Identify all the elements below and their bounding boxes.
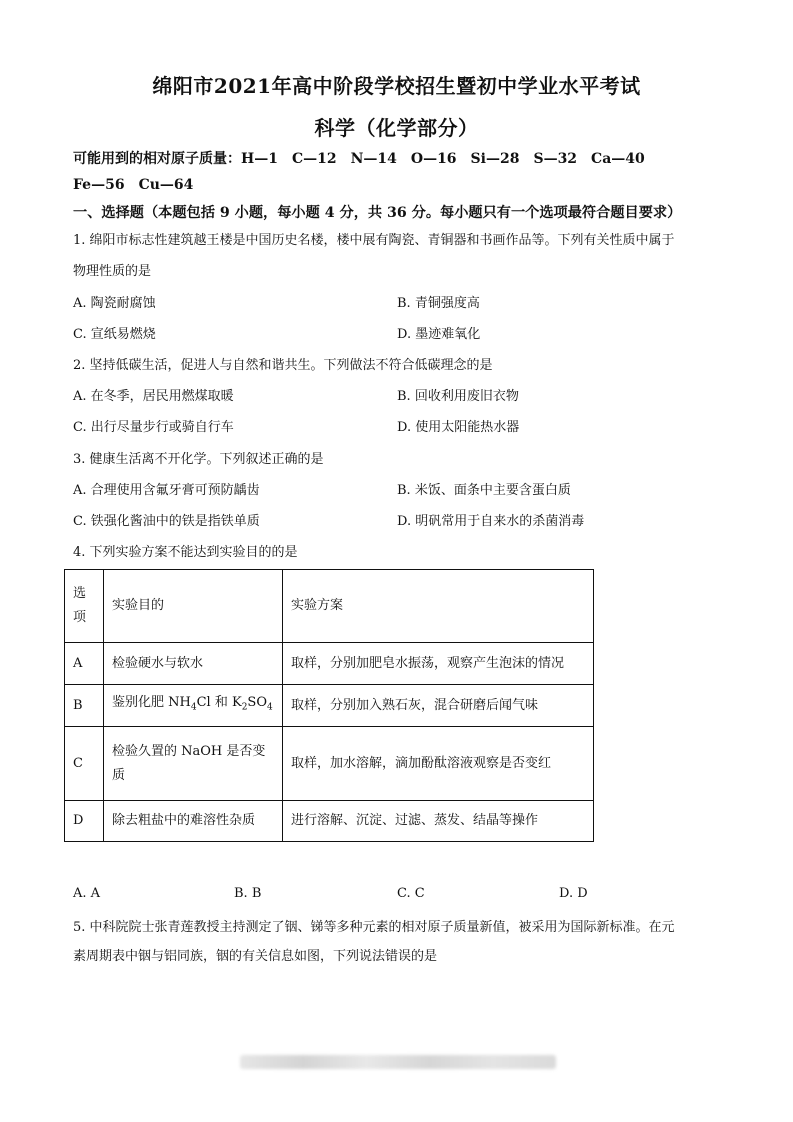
row-b-option: B bbox=[65, 685, 104, 727]
section-heading: 一、选择题（本题包括 9 小题，每小题 4 分，共 36 分。每小题只有一个选项最符合题目要求） bbox=[73, 205, 682, 221]
q1-stem-line-1: 1. 绵阳市标志性建筑越王楼是中国历史名楼，楼中展有陶瓷、青铜器和书画作品等。下列有关性质中属于 bbox=[73, 233, 675, 248]
blurred-footer-watermark bbox=[240, 1055, 556, 1069]
table-header-row bbox=[65, 570, 594, 643]
row-a-plan: 取样，分别加肥皂水振荡，观察产生泡沫的情况 bbox=[283, 643, 594, 685]
q2-option-a: A. 在冬季，居民用燃煤取暖 bbox=[73, 389, 234, 404]
table-row bbox=[65, 643, 594, 685]
q3-option-d: D. 明矾常用于自来水的杀菌消毒 bbox=[397, 514, 585, 529]
table-row bbox=[65, 727, 594, 801]
q1-option-a: A. 陶瓷耐腐蚀 bbox=[73, 296, 156, 311]
q1-option-d: D. 墨迹难氧化 bbox=[397, 327, 481, 342]
q3-option-a: A. 合理使用含氟牙膏可预防龋齿 bbox=[73, 483, 260, 498]
exam-subtitle: 科学（化学部分） bbox=[314, 116, 479, 140]
row-d-option: D bbox=[65, 801, 104, 842]
row-b-plan: 取样，分别加入熟石灰，混合研磨后闻气味 bbox=[283, 685, 594, 727]
q2-option-d: D. 使用太阳能热水器 bbox=[397, 420, 520, 435]
row-c-purpose-line-2: 质 bbox=[112, 767, 126, 783]
q3-option-b: B. 米饭、面条中主要含蛋白质 bbox=[397, 483, 571, 498]
row-c-option: C bbox=[65, 727, 104, 801]
q1-option-b: B. 青铜强度高 bbox=[397, 296, 480, 311]
header-plan-cell: 实验方案 bbox=[283, 570, 594, 643]
q4-stem: 4. 下列实验方案不能达到实验目的的是 bbox=[73, 545, 298, 560]
row-d-plan: 进行溶解、沉淀、过滤、蒸发、结晶等操作 bbox=[283, 801, 594, 842]
row-b-purpose bbox=[104, 685, 283, 727]
q2-option-c: C. 出行尽量步行或骑自行车 bbox=[73, 420, 234, 435]
q3-stem: 3. 健康生活离不开化学。下列叙述正确的是 bbox=[73, 452, 324, 467]
row-a-option: A bbox=[65, 643, 104, 685]
q4-option-a: A. A bbox=[73, 886, 101, 901]
table-row bbox=[65, 801, 594, 842]
header-option-char-2: 项 bbox=[73, 610, 87, 625]
row-b-purpose-sub-2: 2 bbox=[241, 702, 248, 713]
row-b-purpose-part-3: SO bbox=[247, 695, 267, 711]
row-b-purpose-sub-3: 4 bbox=[267, 702, 273, 713]
q4-option-b: B. B bbox=[234, 886, 262, 901]
row-b-purpose-sub-1: 4 bbox=[190, 702, 197, 713]
row-b-purpose-part-1: 鉴别化肥 NH bbox=[112, 695, 191, 711]
atomic-mass-line-1: 可能用到的相对原子质量：H—1 C—12 N—14 O—16 Si—28 S—32 Ca—40 bbox=[73, 151, 645, 167]
experiment-table bbox=[64, 569, 594, 842]
q5-stem-line-2: 素周期表中铟与铝同族，铟的有关信息如图，下列说法错误的是 bbox=[73, 949, 438, 964]
table-row bbox=[65, 685, 594, 727]
row-a-purpose: 检验硬水与软水 bbox=[104, 643, 283, 685]
atomic-mass-line-2: Fe—56 Cu—64 bbox=[73, 177, 194, 193]
row-c-purpose-line-1: 检验久置的 NaOH 是否变 bbox=[112, 743, 266, 759]
row-c-plan: 取样，加水溶解，滴加酚酞溶液观察是否变红 bbox=[283, 727, 594, 801]
q1-option-c: C. 宣纸易燃烧 bbox=[73, 327, 156, 342]
header-option-char-1: 选 bbox=[73, 586, 87, 601]
header-option-cell bbox=[65, 570, 104, 643]
q4-option-d: D. D bbox=[559, 886, 588, 901]
row-c-purpose bbox=[104, 727, 283, 801]
q2-option-b: B. 回收利用废旧衣物 bbox=[397, 389, 519, 404]
q2-stem: 2. 坚持低碳生活，促进人与自然和谐共生。下列做法不符合低碳理念的是 bbox=[73, 358, 493, 373]
row-b-purpose-part-2: Cl 和 K bbox=[196, 695, 242, 711]
q3-option-c: C. 铁强化酱油中的铁是指铁单质 bbox=[73, 514, 260, 529]
exam-title: 绵阳市2021年高中阶段学校招生暨初中学业水平考试 bbox=[152, 74, 641, 98]
q4-option-c: C. C bbox=[397, 886, 425, 901]
row-d-purpose: 除去粗盐中的难溶性杂质 bbox=[104, 801, 283, 842]
q1-stem-line-2: 物理性质的是 bbox=[73, 264, 152, 279]
q5-stem-line-1: 5. 中科院院士张青莲教授主持测定了铟、锑等多种元素的相对原子质量新值，被采用为国际新标准。在元 bbox=[73, 920, 675, 935]
header-purpose-cell: 实验目的 bbox=[104, 570, 283, 643]
